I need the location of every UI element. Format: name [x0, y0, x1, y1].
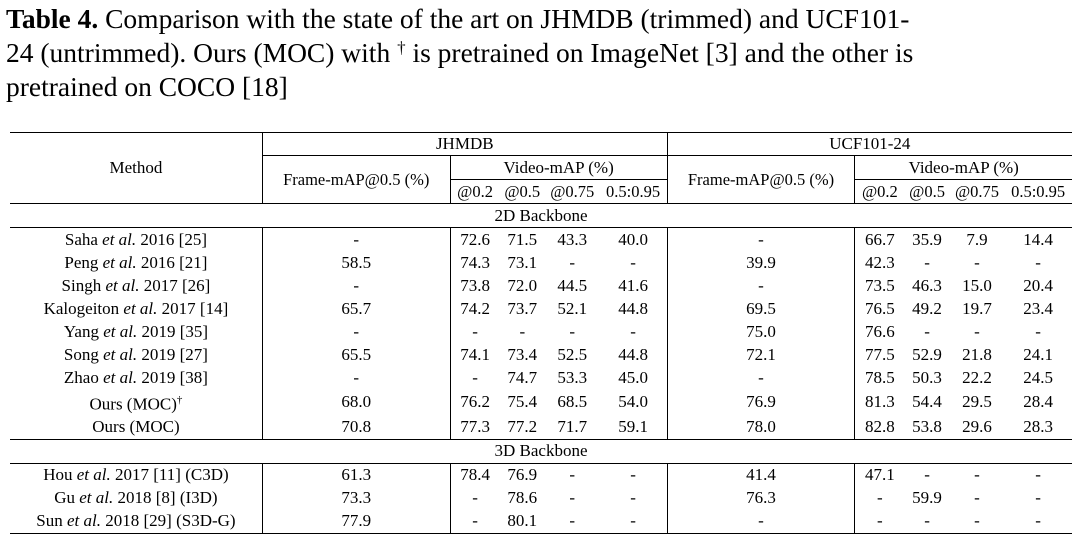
ucf-video-map-cell: 73.5	[864, 275, 895, 295]
ucf-frame-map-cell: 72.1	[667, 343, 855, 366]
caption-line-3: pretrained on COCO [18]	[6, 71, 288, 102]
jhmdb-frame-map-cell: 58.5	[262, 251, 450, 274]
ucf-video-map-cell: 15.0	[962, 275, 992, 295]
ucf-video-map-cell: -	[924, 252, 930, 272]
threshold-header: @0.5	[904, 180, 949, 204]
threshold-header: @0.75	[950, 180, 1005, 204]
jhmdb-video-map-cell: 74.1	[460, 344, 490, 364]
ucf-video-map-cell: 47.1	[864, 465, 895, 485]
method-cell: Kalogeiton et al. 2017 [14]	[10, 297, 262, 320]
jhmdb-video-map-cell: -	[519, 321, 526, 341]
ucf-video-map-cell: 14.4	[1023, 229, 1053, 249]
ucf-video-map-cell: -	[974, 465, 980, 485]
jhmdb-video-map-cell: -	[599, 487, 667, 510]
jhmdb-video-map-cell: -	[599, 251, 667, 274]
jhmdb-video-map-cell: -	[599, 463, 667, 487]
method-cell: Singh et al. 2017 [26]	[10, 274, 262, 297]
jhmdb-video-map-cell: 73.8	[460, 275, 490, 295]
ucf-video-map-cell: 66.7	[864, 229, 895, 249]
threshold-header: @0.2	[450, 180, 499, 204]
ucf-frame-map-cell: 41.4	[667, 463, 855, 487]
jhmdb-video-map-cell: -	[569, 488, 576, 508]
jhmdb-video-map-cell: 74.3	[460, 252, 490, 272]
dagger-mark: †	[397, 38, 406, 57]
ucf-video-map-cell: -	[855, 510, 904, 534]
table-row	[10, 320, 1072, 343]
table-row	[10, 228, 1072, 252]
caption-text-2b: is pretrained on ImageNet [3] and the other is	[412, 37, 914, 68]
ucf-video-map-cell: 82.8	[855, 416, 904, 440]
jhmdb-video-map-cell: -	[450, 510, 499, 534]
jhmdb-video-map-cell: -	[569, 252, 576, 272]
section-title: 3D Backbone	[10, 439, 1072, 463]
jhmdb-video-map-cell: -	[472, 367, 478, 387]
section-header-row	[10, 204, 1072, 228]
ucf-video-map-cell: 76.6	[864, 321, 895, 341]
jhmdb-frame-map-header: Frame-mAP@0.5 (%)	[262, 156, 450, 204]
jhmdb-video-map-cell: 45.0	[599, 366, 667, 389]
table-row	[10, 274, 1072, 297]
ucf-video-map-cell: -	[904, 510, 949, 534]
jhmdb-video-map-cell: 78.4	[460, 465, 490, 485]
ucf-video-map-cell: 29.5	[962, 392, 992, 412]
caption-label: Table 4.	[6, 3, 99, 34]
ucf-video-map-cell: 81.3	[864, 392, 895, 412]
jhmdb-header: JHMDB	[262, 133, 667, 156]
method-cell: Hou et al. 2017 [11] (C3D)	[10, 463, 262, 487]
jhmdb-frame-map-cell: 65.7	[262, 297, 450, 320]
threshold-header: 0.5:0.95	[599, 180, 667, 204]
table-row	[10, 487, 1072, 510]
jhmdb-video-map-cell: 59.1	[599, 416, 667, 440]
jhmdb-video-map-header: Video-mAP (%)	[450, 156, 667, 180]
ucf-video-map-cell: 35.9	[912, 229, 942, 249]
jhmdb-video-map-cell: 73.1	[507, 252, 538, 272]
jhmdb-frame-map-cell: 77.9	[262, 510, 450, 534]
jhmdb-video-map-cell: 78.6	[507, 488, 538, 508]
jhmdb-video-map-cell: 73.4	[507, 344, 538, 364]
jhmdb-video-map-cell: -	[472, 488, 478, 508]
ucf-video-map-cell: 23.4	[1023, 298, 1053, 318]
table-row	[10, 366, 1072, 389]
ucf-video-map-cell: 50.3	[912, 367, 942, 387]
ucf-video-map-cell: -	[1004, 510, 1072, 534]
ucf-frame-map-cell: 78.0	[667, 416, 855, 440]
ucf-video-map-cell: -	[1035, 321, 1041, 341]
ucf-video-map-cell: -	[1035, 252, 1041, 272]
jhmdb-video-map-cell: 40.0	[599, 228, 667, 252]
ucf-video-map-cell: 78.5	[864, 367, 895, 387]
jhmdb-video-map-cell: 71.7	[545, 416, 600, 440]
ucf-video-map-cell: -	[974, 252, 980, 272]
jhmdb-video-map-cell: 75.4	[507, 392, 538, 412]
caption-text-1: Comparison with the state of the art on JHMDB (trimmed) and UCF101-	[105, 3, 910, 34]
jhmdb-video-map-cell: 76.9	[507, 465, 538, 485]
threshold-header: @0.5	[500, 180, 545, 204]
method-cell: Zhao et al. 2019 [38]	[10, 366, 262, 389]
method-header: Method	[10, 133, 262, 204]
ucf-video-map-cell: 19.7	[962, 298, 992, 318]
jhmdb-video-map-cell: -	[569, 465, 576, 485]
ucf-video-map-cell: 22.2	[962, 367, 992, 387]
table-row	[10, 297, 1072, 320]
jhmdb-video-map-cell: 77.3	[450, 416, 499, 440]
ucf-video-map-cell: 52.9	[912, 344, 942, 364]
ucf-frame-map-cell: 39.9	[667, 251, 855, 274]
jhmdb-frame-map-cell: 61.3	[262, 463, 450, 487]
jhmdb-video-map-cell: 53.3	[557, 367, 588, 387]
method-cell: Sun et al. 2018 [29] (S3D-G)	[10, 510, 262, 534]
jhmdb-frame-map-cell: -	[262, 228, 450, 252]
ucf-video-map-cell: 49.2	[912, 298, 942, 318]
ucf-video-map-cell: -	[974, 488, 980, 508]
table-caption	[6, 2, 1076, 104]
method-cell: Yang et al. 2019 [35]	[10, 320, 262, 343]
jhmdb-frame-map-cell: 65.5	[262, 343, 450, 366]
caption-line-2	[6, 36, 1076, 70]
jhmdb-video-map-cell: 54.0	[599, 389, 667, 416]
threshold-header: @0.75	[545, 180, 600, 204]
ucf-frame-map-header: Frame-mAP@0.5 (%)	[667, 156, 855, 204]
threshold-header: @0.2	[855, 180, 904, 204]
ucf-video-map-cell: 76.5	[864, 298, 895, 318]
ucf-frame-map-cell: -	[667, 510, 855, 534]
jhmdb-frame-map-cell: 68.0	[262, 389, 450, 416]
ucf-video-map-cell: 42.3	[864, 252, 895, 272]
caption-line-1	[6, 2, 1076, 36]
ucf-video-map-cell: 21.8	[962, 344, 992, 364]
ucf-video-map-cell: -	[924, 465, 930, 485]
ucf-video-map-cell: 54.4	[912, 392, 942, 412]
jhmdb-frame-map-cell: -	[262, 366, 450, 389]
ucf-video-map-cell: -	[974, 321, 980, 341]
table-row	[10, 463, 1072, 487]
ucf-frame-map-cell: 75.0	[667, 320, 855, 343]
jhmdb-video-map-cell: -	[599, 320, 667, 343]
jhmdb-video-map-cell: 43.3	[557, 229, 588, 249]
ucf-video-map-cell: -	[877, 488, 883, 508]
jhmdb-frame-map-cell: -	[262, 274, 450, 297]
jhmdb-video-map-cell: 72.6	[460, 229, 490, 249]
ucf-video-map-cell: 24.5	[1023, 367, 1053, 387]
table-row	[10, 416, 1072, 440]
ucf-header: UCF101-24	[667, 133, 1072, 156]
table-row	[10, 251, 1072, 274]
ucf-video-map-cell: -	[924, 321, 930, 341]
ucf-video-map-cell: 46.3	[912, 275, 942, 295]
jhmdb-video-map-cell: 72.0	[507, 275, 538, 295]
ucf-video-map-cell: -	[1035, 488, 1041, 508]
jhmdb-video-map-cell: 77.2	[500, 416, 545, 440]
method-cell: Gu et al. 2018 [8] (I3D)	[10, 487, 262, 510]
section-header-row	[10, 439, 1072, 463]
ucf-video-map-cell: 29.6	[950, 416, 1005, 440]
jhmdb-video-map-cell: 74.7	[507, 367, 538, 387]
ucf-frame-map-cell: 76.3	[667, 487, 855, 510]
jhmdb-video-map-cell: 76.2	[460, 392, 490, 412]
method-cell: Peng et al. 2016 [21]	[10, 251, 262, 274]
jhmdb-video-map-cell: 80.1	[500, 510, 545, 534]
table-row	[10, 343, 1072, 366]
ucf-video-map-cell: 28.3	[1004, 416, 1072, 440]
table-body	[10, 204, 1072, 534]
jhmdb-video-map-cell: 68.5	[557, 392, 588, 412]
ucf-video-map-cell: -	[950, 510, 1005, 534]
ucf-video-map-cell: 7.9	[966, 229, 988, 249]
ucf-video-map-cell: 53.8	[904, 416, 949, 440]
method-cell: Saha et al. 2016 [25]	[10, 228, 262, 252]
jhmdb-video-map-cell: 44.8	[599, 297, 667, 320]
jhmdb-video-map-cell: 74.2	[460, 298, 490, 318]
jhmdb-video-map-cell: 44.5	[557, 275, 588, 295]
ucf-frame-map-cell: 76.9	[667, 389, 855, 416]
jhmdb-video-map-cell: 52.5	[557, 344, 588, 364]
jhmdb-frame-map-cell: -	[262, 320, 450, 343]
ucf-video-map-cell: 28.4	[1023, 392, 1053, 412]
jhmdb-video-map-cell: -	[472, 321, 478, 341]
jhmdb-video-map-cell: 44.8	[599, 343, 667, 366]
method-cell: Ours (MOC)†	[10, 389, 262, 416]
ucf-video-map-cell: 20.4	[1023, 275, 1053, 295]
caption-text-2a: 24 (untrimmed). Ours (MOC) with	[6, 37, 391, 68]
comparison-table	[10, 132, 1072, 534]
ucf-video-map-cell: 24.1	[1023, 344, 1053, 364]
jhmdb-frame-map-cell: 70.8	[262, 416, 450, 440]
jhmdb-video-map-cell: 73.7	[507, 298, 538, 318]
jhmdb-video-map-cell: 41.6	[599, 274, 667, 297]
table-row	[10, 510, 1072, 534]
method-cell: Song et al. 2019 [27]	[10, 343, 262, 366]
table-row	[10, 389, 1072, 416]
jhmdb-frame-map-cell: 73.3	[262, 487, 450, 510]
ucf-frame-map-cell: -	[667, 228, 855, 252]
section-title: 2D Backbone	[10, 204, 1072, 228]
jhmdb-video-map-cell: -	[599, 510, 667, 534]
ucf-video-map-cell: 59.9	[912, 488, 942, 508]
ucf-video-map-header: Video-mAP (%)	[855, 156, 1072, 180]
ucf-video-map-cell: 77.5	[864, 344, 895, 364]
jhmdb-video-map-cell: 71.5	[507, 229, 538, 249]
jhmdb-video-map-cell: -	[545, 510, 600, 534]
ucf-frame-map-cell: -	[667, 366, 855, 389]
jhmdb-video-map-cell: 52.1	[557, 298, 588, 318]
method-cell: Ours (MOC)	[10, 416, 262, 440]
threshold-header: 0.5:0.95	[1004, 180, 1072, 204]
ucf-frame-map-cell: -	[667, 274, 855, 297]
jhmdb-video-map-cell: -	[569, 321, 576, 341]
ucf-frame-map-cell: 69.5	[667, 297, 855, 320]
ucf-video-map-cell: -	[1035, 465, 1041, 485]
